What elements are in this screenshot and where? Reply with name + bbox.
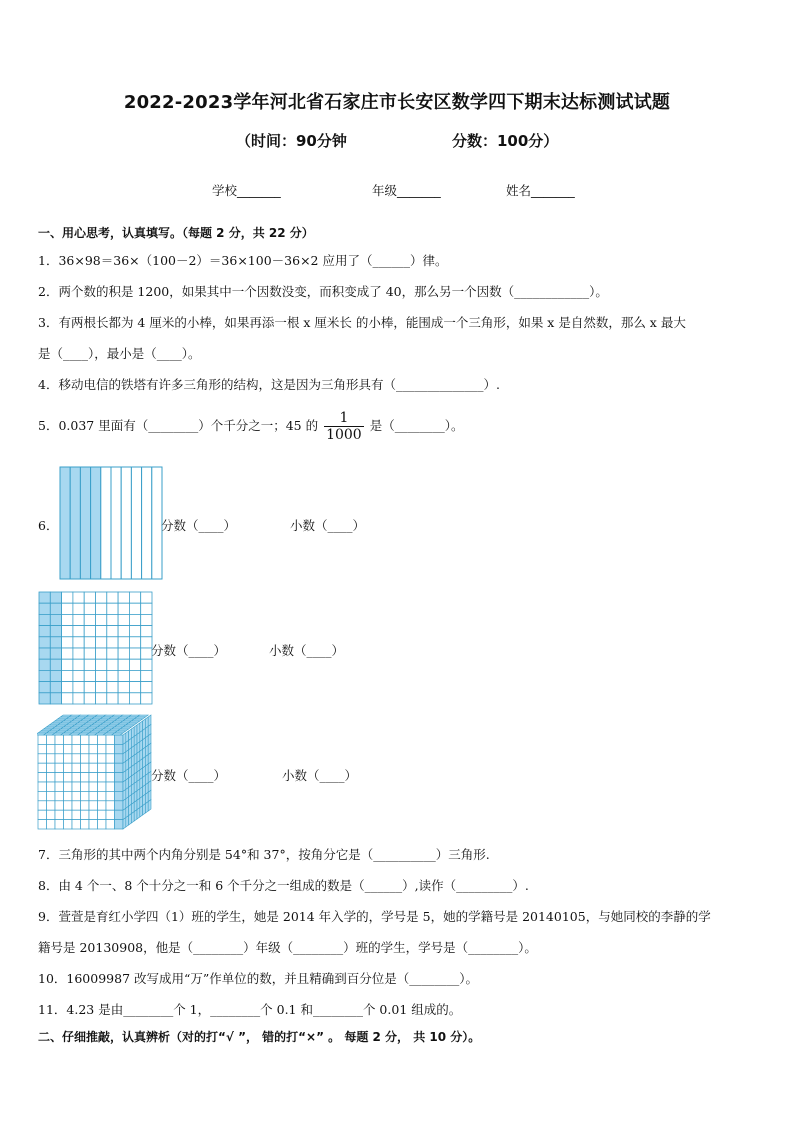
- grid-cell: [39, 670, 50, 681]
- cube-front-cell: [106, 791, 115, 800]
- cube-front-cell: [47, 773, 56, 782]
- question-10: 10．16009987 改写成用“万”作单位的数，并且精确到百分位是（________）。: [38, 971, 479, 986]
- thousand-cube-figure: [37, 714, 154, 830]
- grid-cell: [84, 670, 95, 681]
- cube-front-cell: [115, 763, 124, 772]
- fraction-denominator: 1000: [326, 427, 362, 443]
- cube-front-cell: [47, 810, 56, 819]
- grid-cell: [84, 592, 95, 603]
- cube-front-cell: [89, 810, 98, 819]
- grid-cell: [107, 614, 118, 625]
- grid-cell: [118, 648, 129, 659]
- cube-front-cell: [81, 820, 90, 829]
- cube-front-cell: [98, 754, 107, 763]
- grid-cell: [50, 603, 61, 614]
- grid-cell: [73, 670, 84, 681]
- cube-front-cell: [81, 773, 90, 782]
- question-3-line1: 3．有两根长都为 4 厘米的小棒，如果再添一根 x 厘米长 的小棒，能围成一个三角形，如果 x 是自然数，那么 x 最大: [38, 315, 686, 330]
- question-11: 11．4.23 是由________个 1，________个 0.1 和________个 0.01 组成的。: [38, 1002, 462, 1017]
- cube-front-cell: [47, 763, 56, 772]
- cube-front-cell: [38, 773, 47, 782]
- cube-front-cell: [89, 744, 98, 753]
- cube-front-cell: [98, 782, 107, 791]
- cube-front-cell: [64, 801, 73, 810]
- grid-cell: [129, 592, 140, 603]
- grid-cell: [39, 693, 50, 704]
- fig2-fraction-blank: 分数（____）: [151, 643, 227, 658]
- cube-front-cell: [98, 763, 107, 772]
- question-8: 8．由 4 个一、8 个十分之一和 6 个千分之一组成的数是（______）,读作（_________）.: [38, 878, 529, 893]
- cube-front-cell: [64, 810, 73, 819]
- grid-cell: [118, 659, 129, 670]
- cube-front-cell: [64, 791, 73, 800]
- grid-cell: [141, 682, 152, 693]
- cube-front-cell: [47, 754, 56, 763]
- cube-side-cell: [126, 816, 129, 827]
- cube-front-cell: [98, 791, 107, 800]
- cube-front-cell: [64, 754, 73, 763]
- grid-cell: [118, 614, 129, 625]
- cube-front-cell: [72, 820, 81, 829]
- grid-cell: [129, 637, 140, 648]
- question-3-line2: 是（____），最小是（____）。: [38, 346, 201, 361]
- grid-cell: [129, 670, 140, 681]
- cube-front-cell: [47, 735, 56, 744]
- grid-cell: [141, 592, 152, 603]
- grid-cell: [84, 693, 95, 704]
- section2-heading: 二、仔细推敲，认真辨析（对的打“√ ”， 错的打“×” 。 每题 2 分， 共 10 分）。: [38, 1030, 481, 1044]
- strip-column: [91, 467, 101, 579]
- grid-cell: [96, 603, 107, 614]
- cube-front-cell: [106, 782, 115, 791]
- question-7: 7．三角形的其中两个内角分别是 54°和 37°，按角分它是（__________）三角形.: [38, 847, 490, 862]
- grid-cell: [96, 659, 107, 670]
- strip-column: [70, 467, 80, 579]
- cube-front-cell: [72, 763, 81, 772]
- cube-side-cell: [131, 812, 134, 823]
- cube-front-cell: [64, 735, 73, 744]
- cube-front-cell: [89, 782, 98, 791]
- grid-cell: [73, 592, 84, 603]
- grid-cell: [73, 682, 84, 693]
- cube-side-cell: [129, 814, 132, 825]
- cube-side-cell: [143, 804, 146, 815]
- cube-front-cell: [64, 782, 73, 791]
- grid-cell: [118, 626, 129, 637]
- grid-cell: [107, 670, 118, 681]
- cube-front-cell: [98, 810, 107, 819]
- grid-cell: [84, 659, 95, 670]
- cube-front-cell: [106, 801, 115, 810]
- grid-cell: [141, 603, 152, 614]
- question-4: 4．移动电信的铁塔有许多三角形的结构，这是因为三角形具有（______________）.: [38, 377, 500, 392]
- cube-front-cell: [81, 782, 90, 791]
- cube-front-cell: [55, 735, 64, 744]
- grid-cell: [39, 626, 50, 637]
- grid-cell: [50, 659, 61, 670]
- cube-front-cell: [115, 773, 124, 782]
- exam-score: 分数：100分）: [452, 132, 559, 150]
- question-5-tail: 是（________）。: [369, 418, 464, 433]
- cube-front-cell: [81, 801, 90, 810]
- cube-front-cell: [55, 754, 64, 763]
- cube-front-cell: [72, 744, 81, 753]
- grid-cell: [50, 682, 61, 693]
- question-9-line1: 9．萱萱是育红小学四（1）班的学生，她是 2014 年入学的，学号是 5，她的学籍号是 20140105，与她同校的李静的学: [38, 909, 711, 924]
- grid-cell: [39, 614, 50, 625]
- grid-cell: [84, 637, 95, 648]
- cube-front-cell: [81, 744, 90, 753]
- grid-cell: [50, 614, 61, 625]
- grid-cell: [39, 648, 50, 659]
- grid-cell: [62, 648, 73, 659]
- grid-cell: [73, 626, 84, 637]
- cube-front-cell: [106, 735, 115, 744]
- cube-front-cell: [55, 782, 64, 791]
- grid-cell: [39, 637, 50, 648]
- grid-cell: [107, 648, 118, 659]
- cube-front-cell: [81, 763, 90, 772]
- grid-cell: [107, 637, 118, 648]
- cube-front-cell: [106, 763, 115, 772]
- fig1-fraction-blank: 分数（____）: [161, 518, 237, 533]
- cube-front-cell: [98, 744, 107, 753]
- grid-cell: [84, 614, 95, 625]
- grid-cell: [84, 682, 95, 693]
- grid-cell: [62, 592, 73, 603]
- grid-cell: [129, 648, 140, 659]
- cube-front-cell: [64, 820, 73, 829]
- grid-cell: [50, 693, 61, 704]
- cube-front-cell: [106, 773, 115, 782]
- cube-front-cell: [64, 744, 73, 753]
- cube-front-cell: [115, 810, 124, 819]
- cube-front-cell: [106, 754, 115, 763]
- grid-cell: [129, 682, 140, 693]
- cube-side-cell: [123, 818, 126, 829]
- grid-cell: [50, 670, 61, 681]
- grid-cell: [73, 693, 84, 704]
- cube-front-cell: [89, 773, 98, 782]
- grid-cell: [62, 626, 73, 637]
- school-field: 学校_______: [212, 183, 281, 198]
- cube-side-cell: [148, 800, 151, 811]
- question-5: [38, 410, 463, 443]
- cube-side-cell: [134, 810, 137, 821]
- cube-front-cell: [38, 782, 47, 791]
- grid-cell: [62, 614, 73, 625]
- grid-cell: [118, 682, 129, 693]
- grid-cell: [107, 693, 118, 704]
- cube-front-cell: [64, 773, 73, 782]
- grid-cell: [107, 592, 118, 603]
- cube-front-cell: [115, 754, 124, 763]
- grid-cell: [73, 659, 84, 670]
- cube-front-cell: [47, 782, 56, 791]
- grid-cell: [62, 693, 73, 704]
- cube-front-cell: [38, 763, 47, 772]
- question-9-line2: 籍号是 20130908，他是（________）年级（________）班的学生，学号是（________）。: [38, 940, 537, 955]
- cube-front-cell: [38, 735, 47, 744]
- grid-cell: [118, 670, 129, 681]
- grid-cell: [62, 682, 73, 693]
- grid-cell: [50, 648, 61, 659]
- grid-cell: [141, 693, 152, 704]
- grid-cell: [50, 637, 61, 648]
- grid-cell: [118, 603, 129, 614]
- question-5-text: 5．0.037 里面有（________）个千分之一；45 的: [38, 418, 319, 433]
- cube-front-cell: [55, 801, 64, 810]
- cube-front-cell: [115, 801, 124, 810]
- cube-front-cell: [98, 801, 107, 810]
- cube-front-cell: [47, 801, 56, 810]
- cube-front-cell: [106, 744, 115, 753]
- grid-cell: [141, 614, 152, 625]
- grid-cell: [129, 693, 140, 704]
- fraction-one-thousandth: [324, 410, 364, 443]
- grid-cell: [96, 592, 107, 603]
- cube-front-cell: [47, 791, 56, 800]
- fig3-fraction-blank: 分数（____）: [151, 768, 227, 783]
- strip-column: [111, 467, 121, 579]
- cube-front-cell: [55, 763, 64, 772]
- cube-front-cell: [38, 801, 47, 810]
- grid-cell: [73, 603, 84, 614]
- grid-cell: [118, 693, 129, 704]
- grid-cell: [84, 603, 95, 614]
- cube-front-cell: [72, 735, 81, 744]
- cube-front-cell: [98, 820, 107, 829]
- exam-time: （时间：90分钟: [236, 132, 347, 150]
- cube-front-cell: [72, 754, 81, 763]
- grid-cell: [96, 670, 107, 681]
- grid-cell: [39, 682, 50, 693]
- grid-cell: [84, 648, 95, 659]
- cube-front-cell: [72, 801, 81, 810]
- cube-front-cell: [72, 782, 81, 791]
- grid-cell: [39, 592, 50, 603]
- grid-cell: [39, 603, 50, 614]
- grid-cell: [73, 648, 84, 659]
- grid-cell: [107, 682, 118, 693]
- question-1: 1．36×98＝36×（100－2）＝36×100－36×2 应用了（______）律。: [38, 253, 448, 268]
- cube-front-cell: [98, 773, 107, 782]
- cube-front-cell: [106, 810, 115, 819]
- hundred-grid-figure: [38, 591, 153, 705]
- cube-side-cell: [140, 806, 143, 817]
- cube-front-cell: [98, 735, 107, 744]
- strip-column: [80, 467, 90, 579]
- cube-front-cell: [89, 735, 98, 744]
- grid-cell: [107, 659, 118, 670]
- grid-cell: [50, 592, 61, 603]
- cube-front-cell: [81, 791, 90, 800]
- grid-cell: [96, 614, 107, 625]
- grid-cell: [39, 659, 50, 670]
- cube-front-cell: [89, 820, 98, 829]
- grid-cell: [96, 682, 107, 693]
- cube-front-cell: [55, 744, 64, 753]
- cube-front-cell: [55, 820, 64, 829]
- grid-cell: [118, 637, 129, 648]
- grid-cell: [73, 614, 84, 625]
- page-title: 2022-2023学年河北省石家庄市长安区数学四下期末达标测试试题: [123, 92, 671, 113]
- name-field: 姓名_______: [506, 183, 575, 198]
- strip-column: [121, 467, 131, 579]
- cube-front-cell: [106, 820, 115, 829]
- grid-cell: [141, 670, 152, 681]
- fig2-decimal-blank: 小数（____）: [269, 643, 345, 658]
- grid-cell: [62, 637, 73, 648]
- grid-cell: [73, 637, 84, 648]
- fig1-decimal-blank: 小数（____）: [290, 518, 366, 533]
- strip-column: [142, 467, 152, 579]
- cube-front-cell: [72, 810, 81, 819]
- grid-cell: [129, 626, 140, 637]
- cube-side-cell: [145, 802, 148, 813]
- question-2: 2．两个数的积是 1200，如果其中一个因数没变，而积变成了 40，那么另一个因数（____________）。: [38, 284, 608, 299]
- grid-cell: [84, 626, 95, 637]
- cube-front-cell: [55, 810, 64, 819]
- fig3-decimal-blank: 小数（____）: [282, 768, 358, 783]
- grade-field: 年级_______: [372, 183, 441, 198]
- cube-front-cell: [81, 735, 90, 744]
- cube-front-cell: [89, 801, 98, 810]
- question-6-number: 6．: [38, 518, 59, 533]
- cube-front-cell: [55, 791, 64, 800]
- grid-cell: [96, 626, 107, 637]
- grid-cell: [118, 592, 129, 603]
- cube-side-cell: [137, 808, 140, 819]
- cube-front-cell: [81, 754, 90, 763]
- fraction-numerator: 1: [324, 410, 364, 427]
- grid-cell: [129, 614, 140, 625]
- cube-front-cell: [72, 791, 81, 800]
- cube-front-cell: [115, 820, 124, 829]
- cube-front-cell: [38, 820, 47, 829]
- grid-cell: [62, 670, 73, 681]
- cube-front-cell: [55, 773, 64, 782]
- section1-heading: 一、用心思考，认真填写。（每题 2 分，共 22 分）: [38, 226, 314, 240]
- cube-front-cell: [115, 735, 124, 744]
- cube-front-cell: [115, 791, 124, 800]
- cube-front-cell: [72, 773, 81, 782]
- cube-front-cell: [47, 820, 56, 829]
- grid-cell: [50, 626, 61, 637]
- grid-cell: [141, 626, 152, 637]
- cube-front-cell: [89, 754, 98, 763]
- cube-front-cell: [81, 810, 90, 819]
- strip-column: [131, 467, 141, 579]
- cube-front-cell: [115, 782, 124, 791]
- tenths-strip-figure: [59, 466, 163, 580]
- grid-cell: [96, 637, 107, 648]
- cube-front-cell: [89, 763, 98, 772]
- grid-cell: [141, 659, 152, 670]
- grid-cell: [129, 603, 140, 614]
- cube-front-cell: [38, 754, 47, 763]
- strip-column: [60, 467, 70, 579]
- cube-front-cell: [38, 791, 47, 800]
- grid-cell: [96, 648, 107, 659]
- grid-cell: [62, 659, 73, 670]
- strip-column: [101, 467, 111, 579]
- cube-front-cell: [47, 744, 56, 753]
- cube-front-cell: [38, 810, 47, 819]
- cube-front-cell: [115, 744, 124, 753]
- cube-front-cell: [38, 744, 47, 753]
- grid-cell: [129, 659, 140, 670]
- grid-cell: [107, 626, 118, 637]
- cube-front-cell: [64, 763, 73, 772]
- grid-cell: [62, 603, 73, 614]
- grid-cell: [107, 603, 118, 614]
- grid-cell: [96, 693, 107, 704]
- cube-front-cell: [89, 791, 98, 800]
